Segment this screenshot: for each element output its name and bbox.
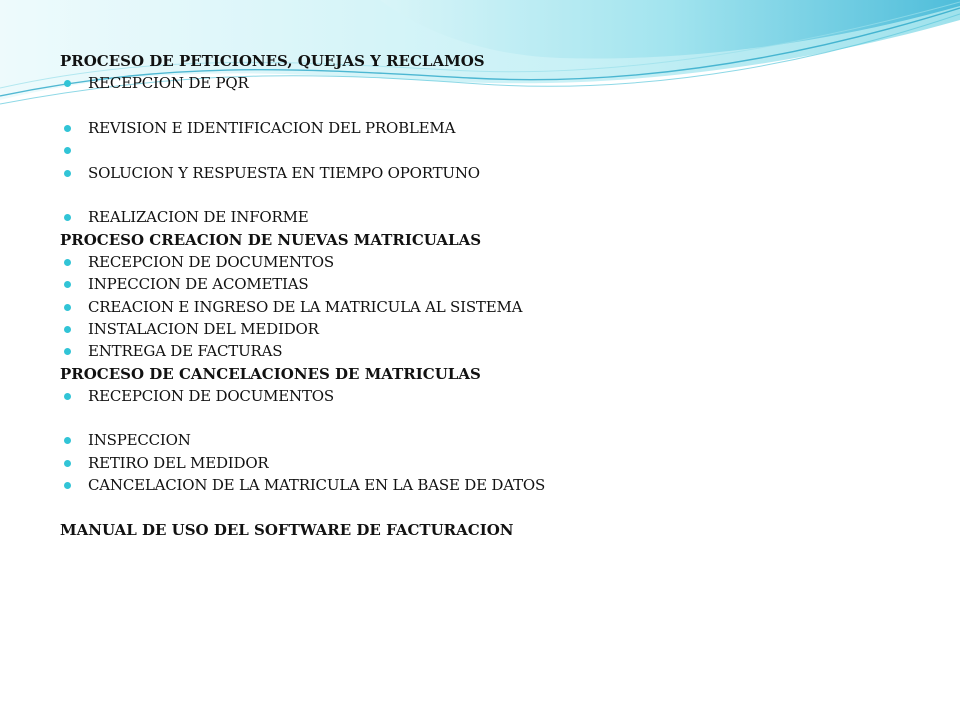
list-item-empty [60,139,920,161]
bullet-icon [64,326,71,333]
list-item-text: RECEPCION DE DOCUMENTOS [88,252,334,271]
list-item-text: RETIRO DEL MEDIDOR [88,453,269,472]
bullet-list [60,385,920,497]
bullet-icon [64,170,71,177]
list-item [60,72,920,94]
bullet-icon [64,214,71,221]
list-item-text: INSTALACION DEL MEDIDOR [88,319,319,338]
section-manual [60,519,920,541]
section-heading: MANUAL DE USO DEL SOFTWARE DE FACTURACION [60,521,514,540]
section-cancellations [60,363,920,497]
list-item-text: INSPECCION [88,431,191,450]
list-item-text: RECEPCION DE PQR [88,74,249,92]
list-item [60,340,920,362]
list-item [60,206,920,228]
list-item [60,429,920,451]
list-item [60,296,920,318]
slide-content [60,50,920,541]
bullet-icon [64,304,71,311]
list-item-text: SOLUCION Y RESPUESTA EN TIEMPO OPORTUNO [88,163,480,182]
list-item [60,318,920,340]
list-item-text: ENTREGA DE FACTURAS [88,342,283,361]
bullet-list [60,251,920,363]
section-heading: PROCESO DE PETICIONES, QUEJAS Y RECLAMOS [60,52,485,70]
bullet-list [60,72,920,229]
list-item-text: CANCELACION DE LA MATRICULA EN LA BASE DE DATOS [88,476,546,495]
bullet-icon [64,348,71,355]
list-item [60,474,920,496]
list-item-text: RECEPCION DE DOCUMENTOS [88,386,334,405]
list-item [60,273,920,295]
bullet-icon [64,482,71,489]
list-item [60,251,920,273]
bullet-icon [64,80,71,87]
bullet-icon [64,460,71,467]
list-item-text: CREACION E INGRESO DE LA MATRICULA AL SISTEMA [88,297,523,316]
list-item-text: INPECCION DE ACOMETIAS [88,275,309,294]
section-heading: PROCESO CREACION DE NUEVAS MATRICUALAS [60,230,482,249]
section-pqr [60,50,920,229]
list-item [60,162,920,184]
list-item [60,452,920,474]
bullet-icon [64,437,71,444]
bullet-icon [64,393,71,400]
bullet-icon [64,259,71,266]
section-heading: PROCESO DE CANCELACIONES DE MATRICULAS [60,364,481,383]
bullet-icon [64,281,71,288]
bullet-icon [64,125,71,132]
list-item [60,385,920,407]
list-item [60,117,920,139]
list-item-text: REVISION E IDENTIFICACION DEL PROBLEMA [88,118,456,137]
list-item-text: REALIZACION DE INFORME [88,208,309,227]
section-new-registrations [60,229,920,363]
bullet-icon [64,147,71,154]
